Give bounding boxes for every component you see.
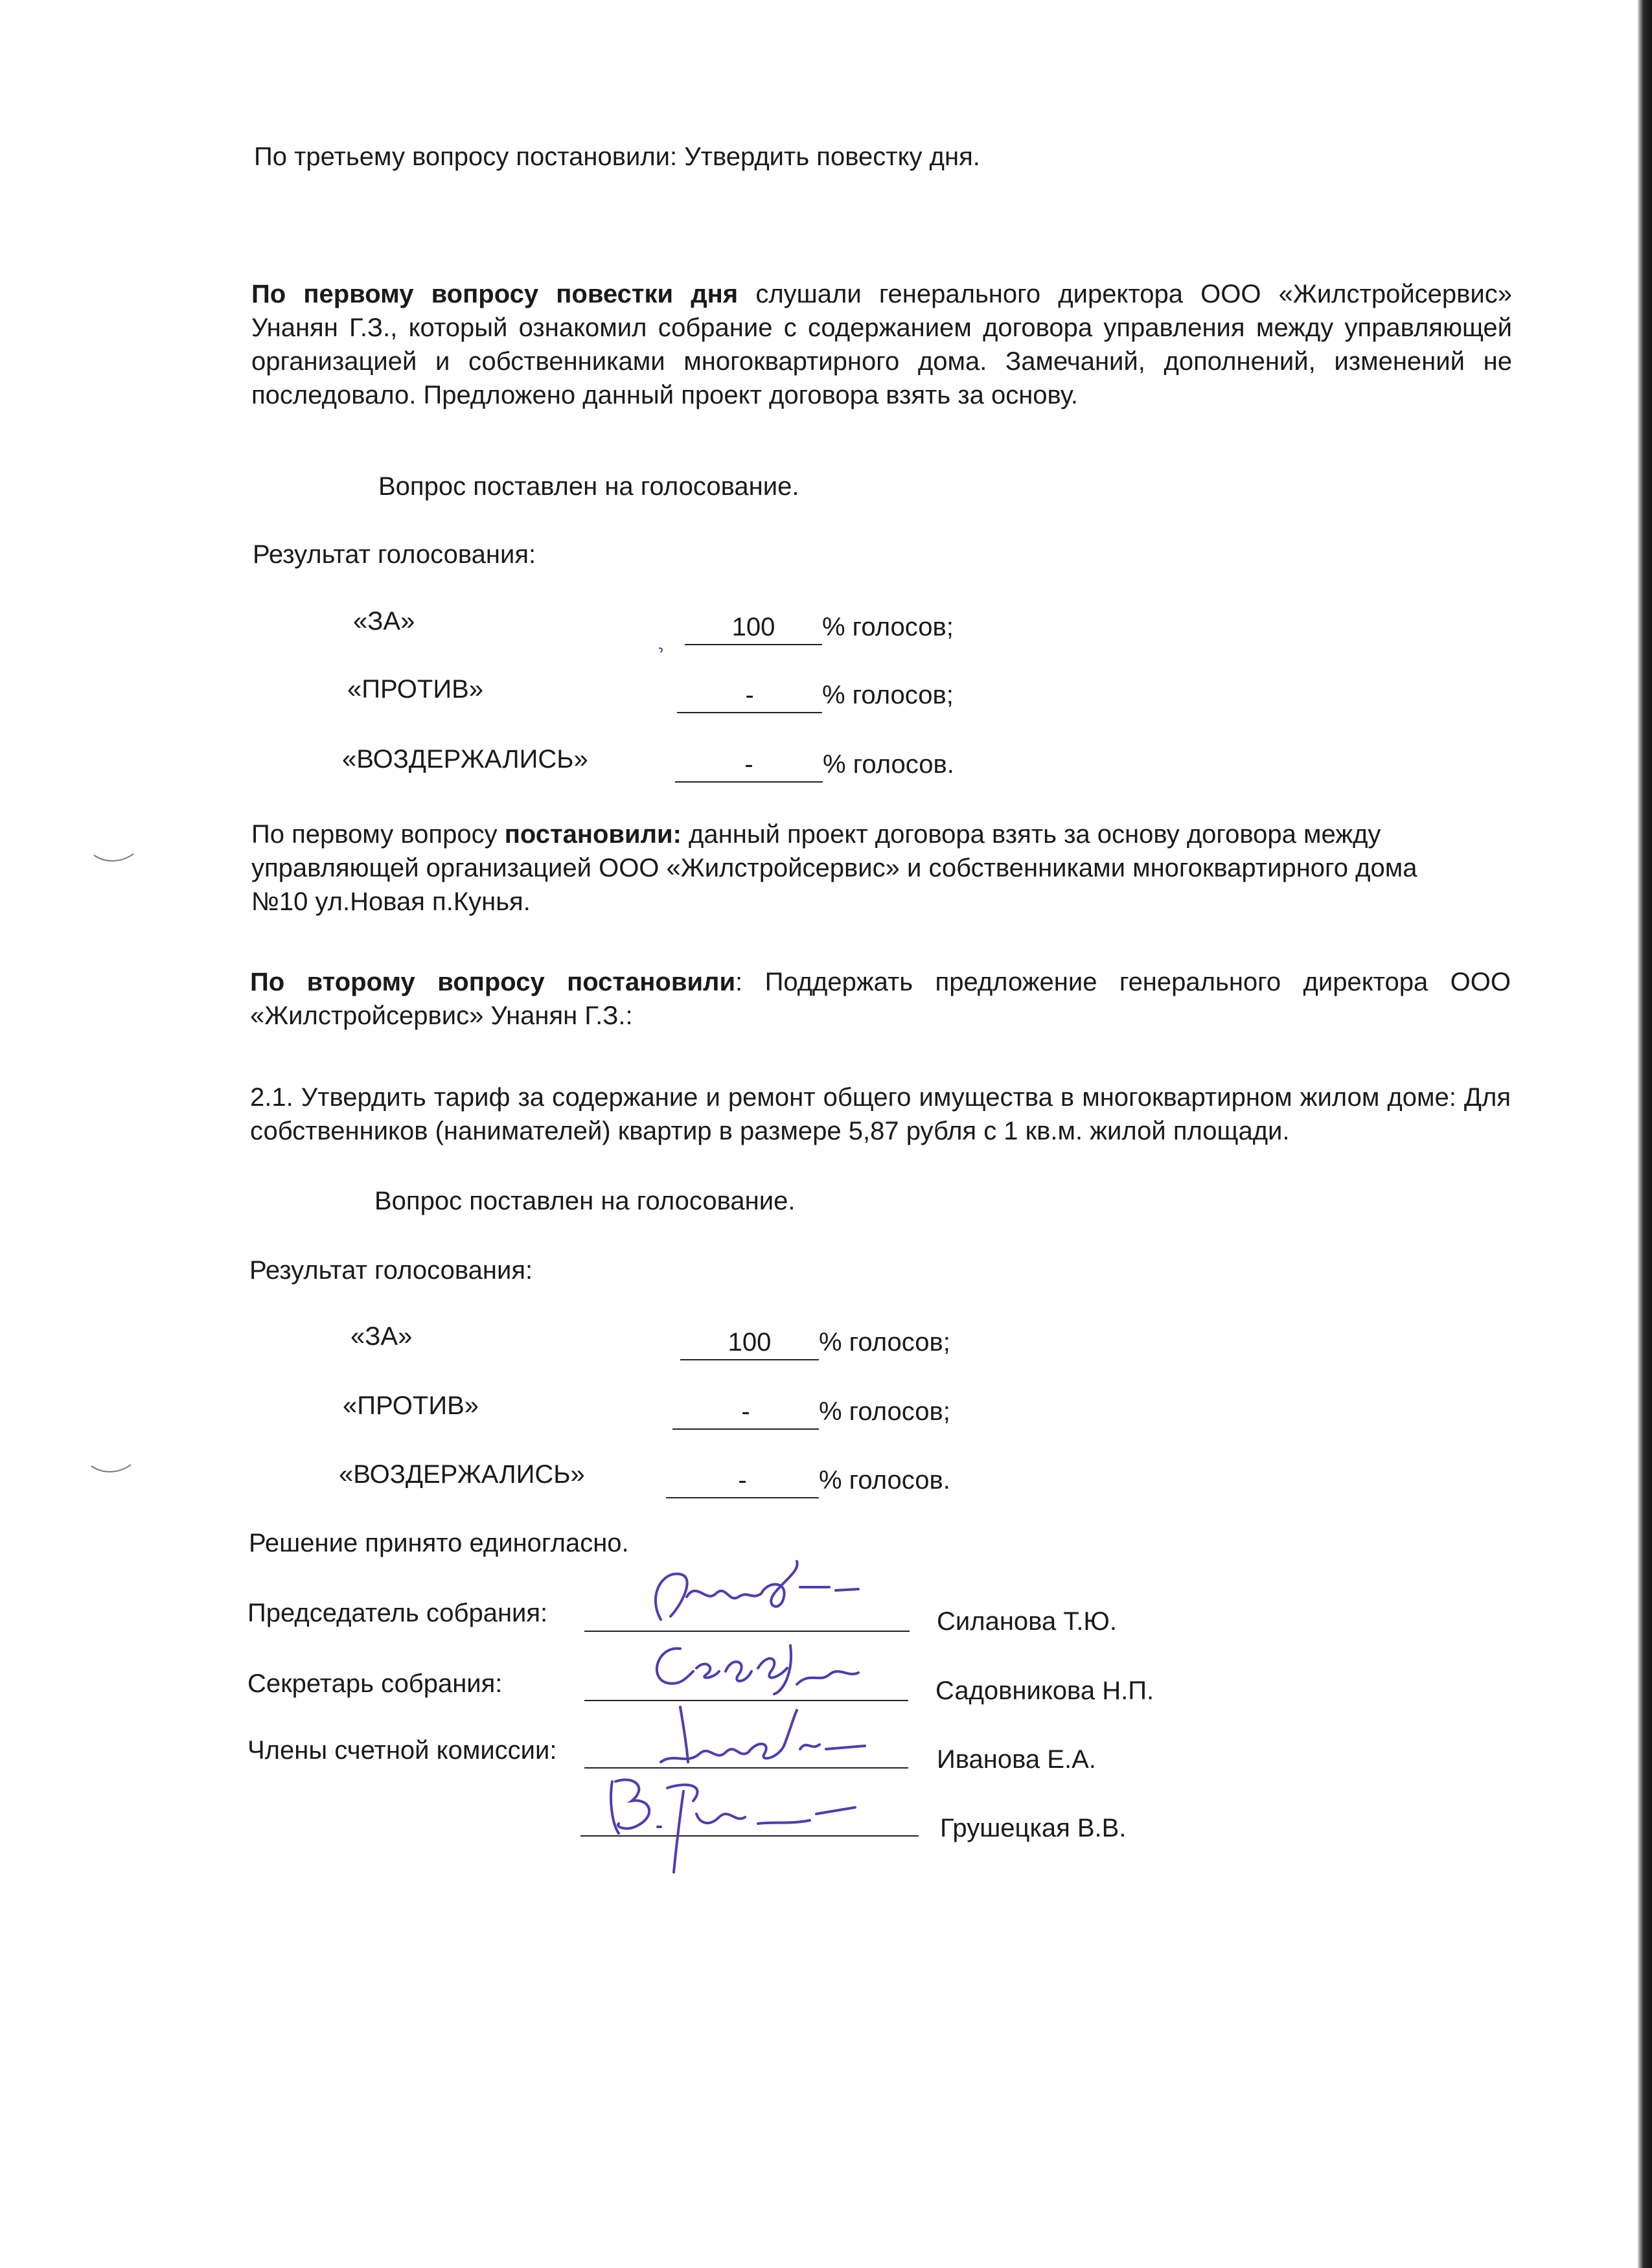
first-question-decision-body: данный проект договора взять за основу договора между управляющей организацией ООО «Жилстройсервис» и собственниками многоквартирного дома №10 ул.Новая п.Кунья. [251,820,1417,916]
vote1-against-label: «ПРОТИВ» [347,675,484,704]
secretary-signature [635,1632,868,1704]
first-question-decision-pre: По первому вопросу [251,820,505,849]
unanimous-decision: Решение принято единогласно. [249,1529,629,1557]
vote2-abstain-suffix: % голосов. [819,1466,950,1495]
vote1-for-value-row [685,610,954,645]
vote2-for-value: 100 [680,1325,819,1360]
secretary-name: Садовникова Н.П. [935,1677,1154,1705]
first-question-hearing [251,277,1512,412]
vote2-result-label: Результат голосования: [249,1256,533,1285]
commission-member-1: Иванова Е.А. [937,1745,1096,1774]
first-question-heading: По первому вопросу повестки дня [251,280,739,308]
vote2-abstain-value-row [666,1463,950,1498]
hole-punch-mark-upper [91,850,136,865]
secretary-role: Секретарь собрания: [247,1669,503,1698]
first-question-decision-bold: постановили: [504,820,682,849]
vote2-against-value-row [672,1395,950,1430]
vote2-against-value: - [672,1395,819,1430]
third-question-decision: По третьему вопросу постановили: Утвердить повестку дня. [254,143,980,171]
vote1-abstain-value-row [675,748,954,783]
second-question-decision [250,965,1511,1033]
vote1-abstain-suffix: % голосов. [823,750,954,779]
chair-role: Председатель собрания: [247,1599,548,1627]
commission-member-2: Грушецкая В.В. [940,1814,1127,1842]
vote1-abstain-label: «ВОЗДЕРЖАЛИСЬ» [342,745,588,773]
vote1-against-value-row [677,678,954,713]
second-question-body: : Поддержать предложение генерального директора ООО «Жилстройсервис» Унанян Г.З.: [250,968,1511,1030]
first-question-decision [251,818,1469,919]
tariff-item: 2.1. Утвердить тариф за содержание и ремонт общего имущества в многоквартирном жилом доме: Для собственников (нанимателей) квартир в размере 5,87 рубля с 1 кв.м. жилой площади. [250,1083,1511,1145]
vote2-put-to-vote: Вопрос поставлен на голосование. [374,1187,796,1215]
vote1-against-value: - [677,678,822,713]
vote2-abstain-label: «ВОЗДЕРЖАЛИСЬ» [339,1460,585,1489]
vote2-for-suffix: % голосов; [819,1328,950,1357]
vote1-result-label: Результат голосования: [253,540,536,569]
vote2-abstain-value: - [666,1463,819,1498]
hole-punch-mark-lower [88,1461,133,1476]
chair-name: Силанова Т.Ю. [937,1607,1117,1636]
vote1-put-to-vote: Вопрос поставлен на голосование. [378,472,799,501]
vote1-for-label: «ЗА» [353,607,415,636]
chair-signature [635,1558,868,1636]
vote1-for-suffix: % голосов; [822,613,954,641]
first-question-body: слушали генерального директора ООО «Жилстройсервис» Унанян Г.З., который ознакомил собрание с содержанием договора управления между управляющей организацией и собственниками многоквартирного дома. Замечаний, дополнений, изменений не последовало. Предложено данный проект договора взять за основу. [251,280,1513,409]
ink-speck [656,645,669,658]
commission-role: Члены счетной комиссии: [247,1736,557,1765]
vote2-for-label: «ЗА» [350,1322,413,1351]
vote2-for-value-row [680,1325,950,1360]
vote1-against-suffix: % голосов; [822,681,954,709]
vote1-abstain-value: - [675,748,823,783]
vote1-for-value: 100 [685,610,822,645]
vote2-against-suffix: % голосов; [819,1397,950,1426]
commission-signature-2 [596,1762,881,1885]
scan-edge-shadow [1638,0,1652,2268]
vote2-against-label: «ПРОТИВ» [343,1392,479,1420]
second-question-heading: По второму вопросу постановили [250,968,736,996]
